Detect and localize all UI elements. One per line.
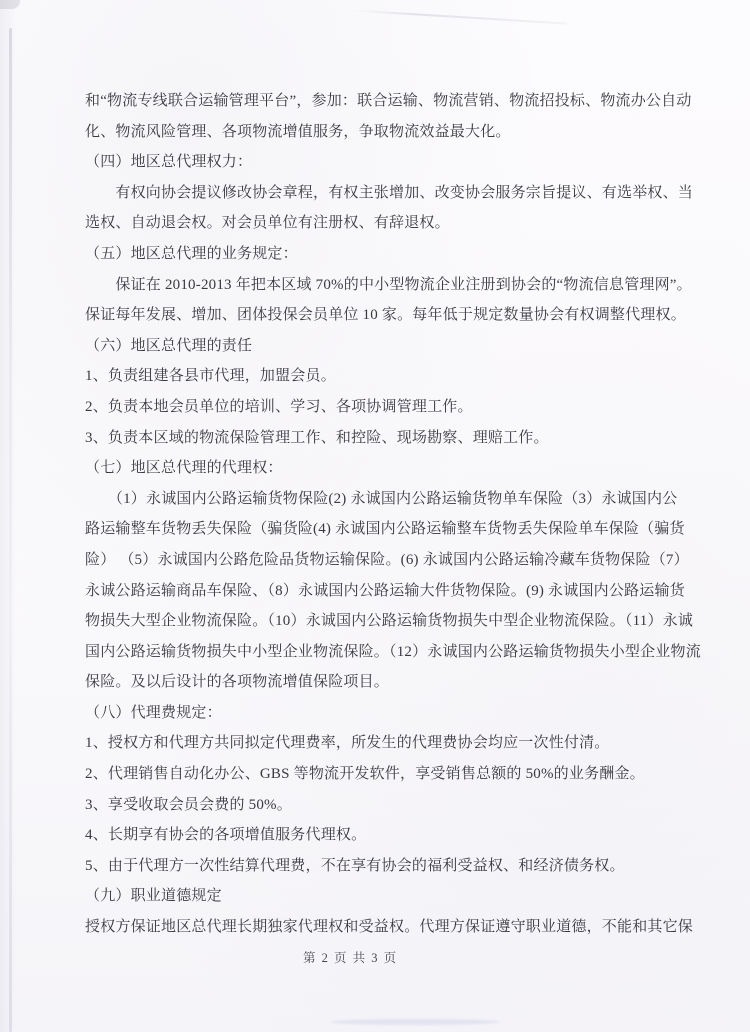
text-line: 保险。及以后设计的各项物流增值保险项目。 xyxy=(85,674,390,691)
scan-crease-left-artifact xyxy=(9,28,12,1032)
text-line: 2、负责本地会员单位的培训、学习、各项协调管理工作。 xyxy=(85,398,473,415)
text-line: （五）地区总代理的业务规定： xyxy=(85,245,298,262)
text-line: 2、代理销售自动化办公、GBS 等物流开发软件，享受销售总额的 50%的业务酬金。 xyxy=(85,766,645,783)
scan-crease-top-artifact xyxy=(352,9,567,24)
page-number: 第 2 页 共 3 页 xyxy=(303,951,398,965)
text-line: 化、物流风险管理、各项物流增值服务，争取物流效益最大化。 xyxy=(85,123,511,140)
text-line: （八）代理费规定： xyxy=(85,704,222,721)
scan-smudge-bottom-artifact xyxy=(330,1019,500,1025)
text-line: （九）职业道德规定 xyxy=(85,888,222,905)
text-line: 路运输整车货物丢失保险（骗货险(4) 永诚国内公路运输整车货物丢失保险单车保险（骗货 xyxy=(85,521,685,538)
text-line: （四）地区总代理权力： xyxy=(85,154,253,171)
text-line: 授权方保证地区总代理长期独家代理权和受益权。代理方保证遵守职业道德，不能和其它保 xyxy=(85,919,694,936)
text-line: 保证在 2010-2013 年把本区域 70%的中小型物流企业注册到协会的“物流信息管理网”。 xyxy=(85,276,692,293)
document-body xyxy=(85,86,701,943)
text-line: 国内公路运输货物损失中小型企业物流保险。（12）永诚国内公路运输货物损失小型企业物流 xyxy=(85,643,701,660)
text-line: （1）永诚国内公路运输货物保险(2) 永诚国内公路运输货物单车保险（3）永诚国内公 xyxy=(85,490,678,507)
text-line: （七）地区总代理的代理权： xyxy=(85,460,283,477)
text-line: 永诚公路运输商品车保险、（8）永诚国内公路运输大件货物保险。(9) 永诚国内公路运输货 xyxy=(85,582,685,599)
scan-corner-artifact xyxy=(0,0,20,9)
text-line: 1、负责组建各县市代理，加盟会员。 xyxy=(85,368,336,385)
text-line: 5、由于代理方一次性结算代理费，不在享有协会的福利受益权、和经济债务权。 xyxy=(85,857,625,874)
text-line: 3、享受收取会员会费的 50%。 xyxy=(85,796,292,813)
text-line: 和“物流专线联合运输管理平台”，参加：联合运输、物流营销、物流招投标、物流办公自动 xyxy=(85,93,692,109)
text-line: 选权、自动退会权。对会员单位有注册权、有辞退权。 xyxy=(85,215,450,232)
text-line: 1、授权方和代理方共同拟定代理费率，所发生的代理费协会均应一次性付清。 xyxy=(85,735,610,752)
text-line: 3、负责本区域的物流保险管理工作、和控险、现场勘察、理赔工作。 xyxy=(85,429,549,446)
text-line: 有权向协会提议修改协会章程，有权主张增加、改变协会服务宗旨提议、有选举权、当 xyxy=(85,184,694,201)
text-line: 4、长期享有协会的各项增值服务代理权。 xyxy=(85,827,367,844)
text-line: 险） （5）永诚国内公路危险品货物运输保险。(6) 永诚国内公路运输冷藏车货物保险（7） xyxy=(85,551,689,568)
text-line: （六）地区总代理的责任 xyxy=(85,337,253,354)
text-line: 物损失大型企业物流保险。（10）永诚国内公路运输货物损失中型企业物流保险。（11）永诚 xyxy=(85,613,694,630)
text-line: 保证每年发展、增加、团体投保会员单位 10 家。每年低于规定数量协会有权调整代理权。 xyxy=(85,307,686,324)
